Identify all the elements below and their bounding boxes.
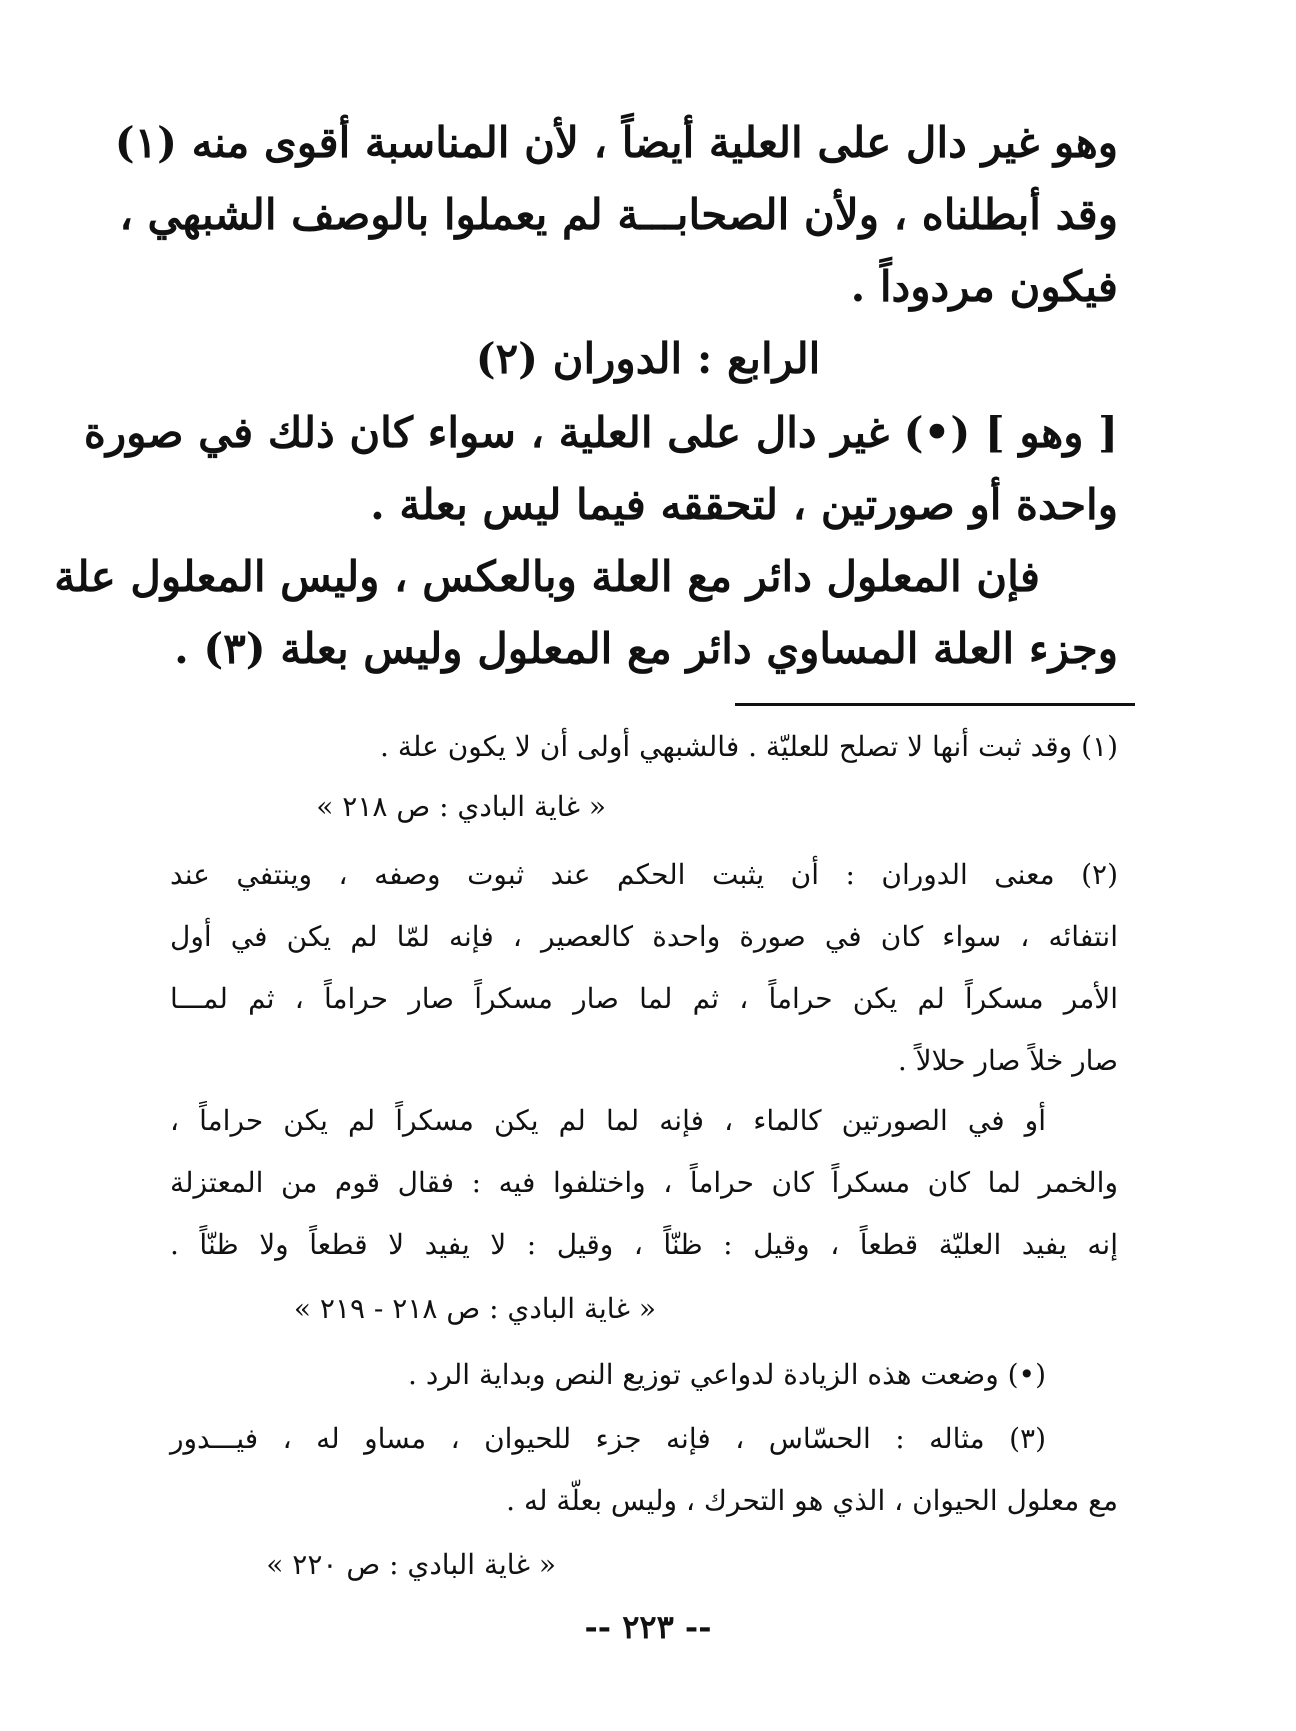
- footnote-3-line-2: مع معلول الحيوان ، الذي هو التحرك ، وليس بعلّة له .: [506, 1484, 1118, 1517]
- footnote-star: (•) وضعت هذه الزيادة لدواعي توزيع النص وبداية الرد .: [408, 1358, 1046, 1391]
- footnote-2b-line-1: أو في الصورتين كالماء ، فإنه لما لم يكن مسكراً لم يكن حراماً ،: [170, 1104, 1046, 1137]
- footnote-2-line-1: (٢) معنى الدوران : أن يثبت الحكم عند ثبوت وصفه ، وينتفي عند: [170, 858, 1118, 891]
- footnote-2b-line-3: إنه يفيد العليّة قطعاً ، وقيل : ظنّاً ، وقيل : لا يفيد لا قطعاً ولا ظنّاً .: [170, 1228, 1118, 1261]
- footnote-separator: [735, 703, 1135, 706]
- footnote-2-line-4: صار خلاً صار حلالاً .: [897, 1044, 1118, 1077]
- body-line-1: وهو غير دال على العلية أيضاً ، لأن المناسبة أقوى منه (١): [114, 118, 1118, 167]
- body-line-5: واحدة أو صورتين ، لتحققه فيما ليس بعلة .: [370, 480, 1118, 529]
- body-line-4: [ وهو ] (•) غير دال على العلية ، سواء كان ذلك في صورة: [83, 408, 1118, 457]
- footnote-2-line-3: الأمر مسكراً لم يكن حراماً ، ثم لما صار مسكراً صار حراماً ، ثم لمـــا: [170, 982, 1118, 1015]
- footnote-1: (١) وقد ثبت أنها لا تصلح للعليّة . فالشبهي أولى أن لا يكون علة .: [380, 730, 1118, 763]
- footnote-1-source: « غاية البادي : ص ٢١٨ »: [316, 790, 606, 823]
- body-line-2: وقد أبطلناه ، ولأن الصحابـــة لم يعملوا بالوصف الشبهي ،: [119, 190, 1118, 239]
- footnote-3-source: « غاية البادي : ص ٢٢٠ »: [266, 1548, 556, 1581]
- body-line-3: فيكون مردوداً .: [850, 262, 1118, 311]
- body-line-6: فإن المعلول دائر مع العلة وبالعكس ، وليس المعلول علة: [54, 552, 1040, 601]
- section-heading: الرابع : الدوران (٢): [475, 334, 821, 383]
- footnote-2-line-2: انتفائه ، سواء كان في صورة واحدة كالعصير ، فإنه لمّا لم يكن في أول: [170, 920, 1119, 953]
- body-line-7: وجزء العلة المساوي دائر مع المعلول وليس بعلة (٣) .: [174, 624, 1118, 673]
- footnote-2b-line-2: والخمر لما كان مسكراً كان حراماً ، واختلفوا فيه : فقال قوم من المعتزلة: [170, 1166, 1118, 1199]
- footnote-2-source: « غاية البادي : ص ٢١٨ - ٢١٩ »: [293, 1292, 656, 1325]
- footnote-3-line-1: (٣) مثاله : الحسّاس ، فإنه جزء للحيوان ، مساو له ، فيـــدور: [170, 1422, 1046, 1455]
- page-number: -- ٢٢٣ --: [584, 1608, 712, 1646]
